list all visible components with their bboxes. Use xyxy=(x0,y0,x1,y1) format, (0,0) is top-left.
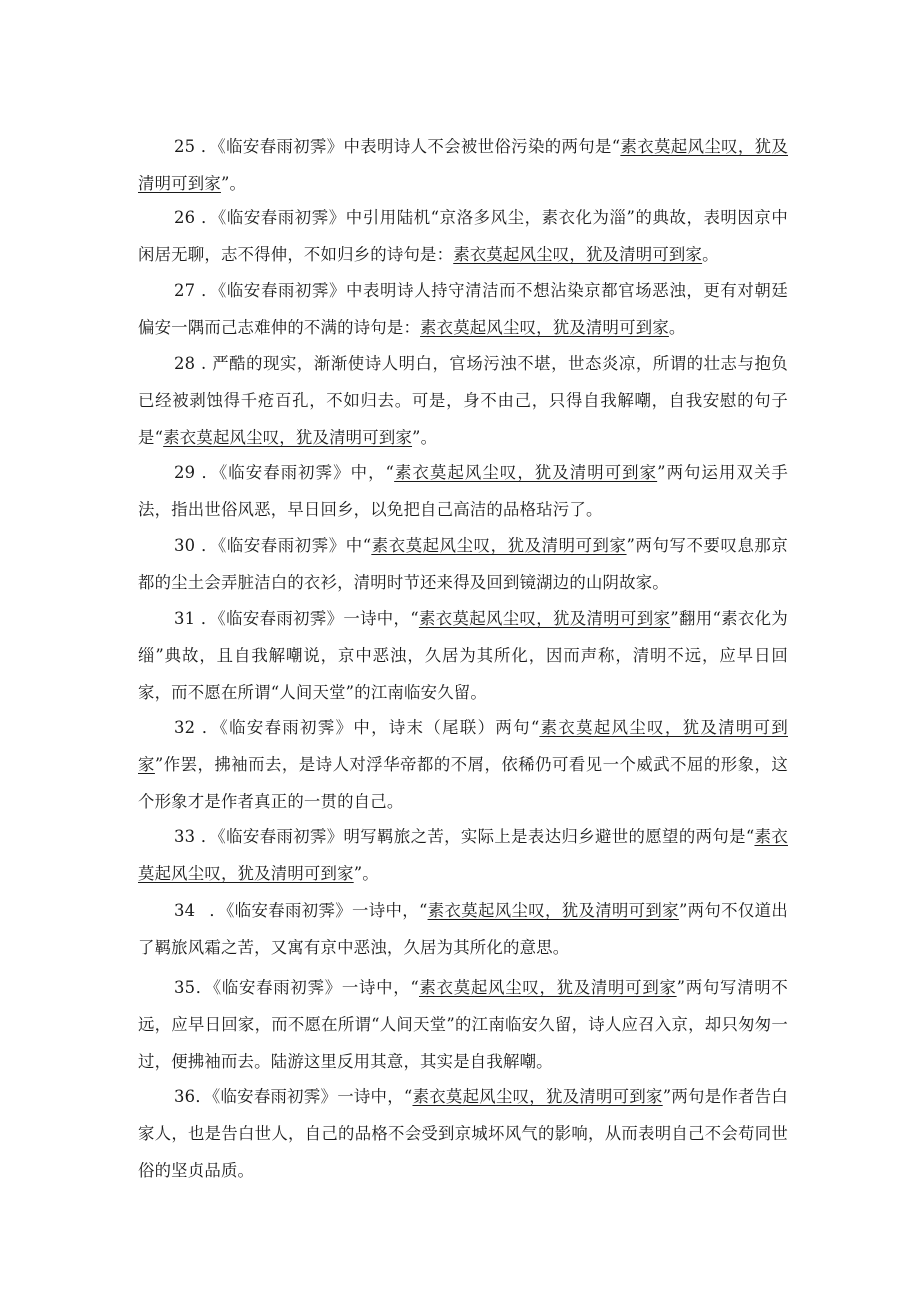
answer-underlined: 素衣莫起风尘叹，犹及清明可到家 xyxy=(394,463,658,483)
answer-underlined: 素衣莫起风尘叹，犹及清明可到家 xyxy=(420,318,669,338)
answer-underlined: 素衣莫起风尘叹，犹及清明可到家 xyxy=(371,536,627,556)
text-segment: 35．《临安春雨初霁》一诗中，“ xyxy=(174,978,419,998)
question-item-27 xyxy=(138,272,788,346)
text-segment: 31 ．《临安春雨初霁》一诗中，“ xyxy=(174,609,419,629)
answer-underlined: 素衣莫起风尘叹，犹及清明可到家 xyxy=(418,609,671,629)
text-segment: ”两句是作者告白家人，也是告白世人，自己的品格不会受到京城坏风气的影响，从而表明自己不会苟同世俗的坚贞品质。 xyxy=(138,1087,788,1181)
text-segment: ”两句写不要叹息那京都的尘土会弄脏洁白的衣衫，清明时节还来得及回到镜湖边的山阴故家。 xyxy=(138,536,789,593)
text-segment: ”。 xyxy=(353,864,379,884)
question-item-30 xyxy=(138,527,788,601)
question-item-29 xyxy=(138,454,788,528)
answer-underlined: 素衣莫起风尘叹，犹及清明可到家 xyxy=(412,1087,663,1107)
text-segment: 26 ．《临安春雨初霁》中引用陆机“京洛多风尘，素衣化为淄”的典故，表明因京中闲居无聊，志不得伸，不如归乡的诗句是： xyxy=(138,208,788,265)
answer-underlined: 素衣莫起风尘叹，犹及清明可到家 xyxy=(163,428,413,448)
text-segment: ”作罢，拂袖而去，是诗人对浮华帝都的不屑，依稀仍可看见一个威武不屈的形象，这个形象才是作者真正的一贯的自己。 xyxy=(138,755,789,812)
answer-underlined: 素衣莫起风尘叹，犹及清明可到家 xyxy=(138,137,789,194)
answer-underlined: 素衣莫起风尘叹，犹及清明可到家 xyxy=(138,718,788,775)
answer-underlined: 素衣莫起风尘叹，犹及清明可到家 xyxy=(453,245,703,265)
question-item-35 xyxy=(138,969,788,1080)
text-segment: 。 xyxy=(668,318,686,338)
text-segment: ”两句写清明不远，应早日回家，而不愿在所谓“人间天堂”的江南临安久留，诗人应召入京，却只匆匆一过，便拂袖而去。陆游这里反用其意，其实是自我解嘲。 xyxy=(138,978,788,1072)
answer-underlined: 素衣莫起风尘叹，犹及清明可到家 xyxy=(427,901,679,921)
text-segment: 29 ．《临安春雨初霁》中，“ xyxy=(174,463,395,483)
question-item-28 xyxy=(138,345,788,456)
text-segment: ”。 xyxy=(412,428,438,448)
text-segment: 28 . 严酷的现实，渐渐使诗人明白，官场污浊不堪，世态炎凉，所谓的壮志与抱负已经被剥蚀得千疮百孔，不如归去。可是，身不由己，只得自我解嘲，自我安慰的句子是“ xyxy=(138,354,788,448)
text-segment: 33 ．《临安春雨初霁》明写羁旅之苦，实际上是表达归乡避世的愿望的两句是“ xyxy=(174,827,755,847)
answer-underlined: 素衣莫起风尘叹，犹及清明可到家 xyxy=(138,827,788,884)
text-segment: 25 ．《临安春雨初霁》中表明诗人不会被世俗污染的两句是“ xyxy=(174,137,621,157)
question-item-36 xyxy=(138,1078,788,1189)
text-segment: ”两句不仅道出了羁旅风霜之苦，又寓有京中恶浊，久居为其所化的意思。 xyxy=(138,901,789,958)
question-item-31 xyxy=(138,600,788,711)
text-segment: 。 xyxy=(702,245,719,265)
text-segment: ”。 xyxy=(220,174,247,194)
text-segment: ”两句运用双关手法，指出世俗风恶，早日回乡，以免把自己高洁的品格玷污了。 xyxy=(138,463,789,520)
question-item-32 xyxy=(138,709,788,820)
question-number: 34 xyxy=(174,901,196,921)
text-segment: ．《临安春雨初霁》一诗中，“ xyxy=(209,901,428,921)
text-segment: 36．《临安春雨初霁》一诗中，“ xyxy=(174,1087,413,1107)
question-item-33 xyxy=(138,818,788,892)
text-segment: 27 ．《临安春雨初霁》中表明诗人持守清洁而不想沾染京都官场恶浊，更有对朝廷偏安一隅而己志难伸的不满的诗句是： xyxy=(138,281,788,338)
question-item-25 xyxy=(138,128,788,202)
answer-underlined: 素衣莫起风尘叹，犹及清明可到家 xyxy=(418,978,677,998)
text-segment: 30 ．《临安春雨初霁》中“ xyxy=(174,536,372,556)
text-segment: 32 ．《临安春雨初霁》中，诗末（尾联）两句“ xyxy=(174,718,540,738)
text-segment: ”翻用“素衣化为缁”典故，且自我解嘲说，京中恶浊，久居为其所化，因而声称，清明不远，应早日回家，而不愿在所谓“人间天堂”的江南临安久留。 xyxy=(138,609,789,703)
question-item-26 xyxy=(138,199,788,273)
question-item-34 xyxy=(138,892,788,966)
